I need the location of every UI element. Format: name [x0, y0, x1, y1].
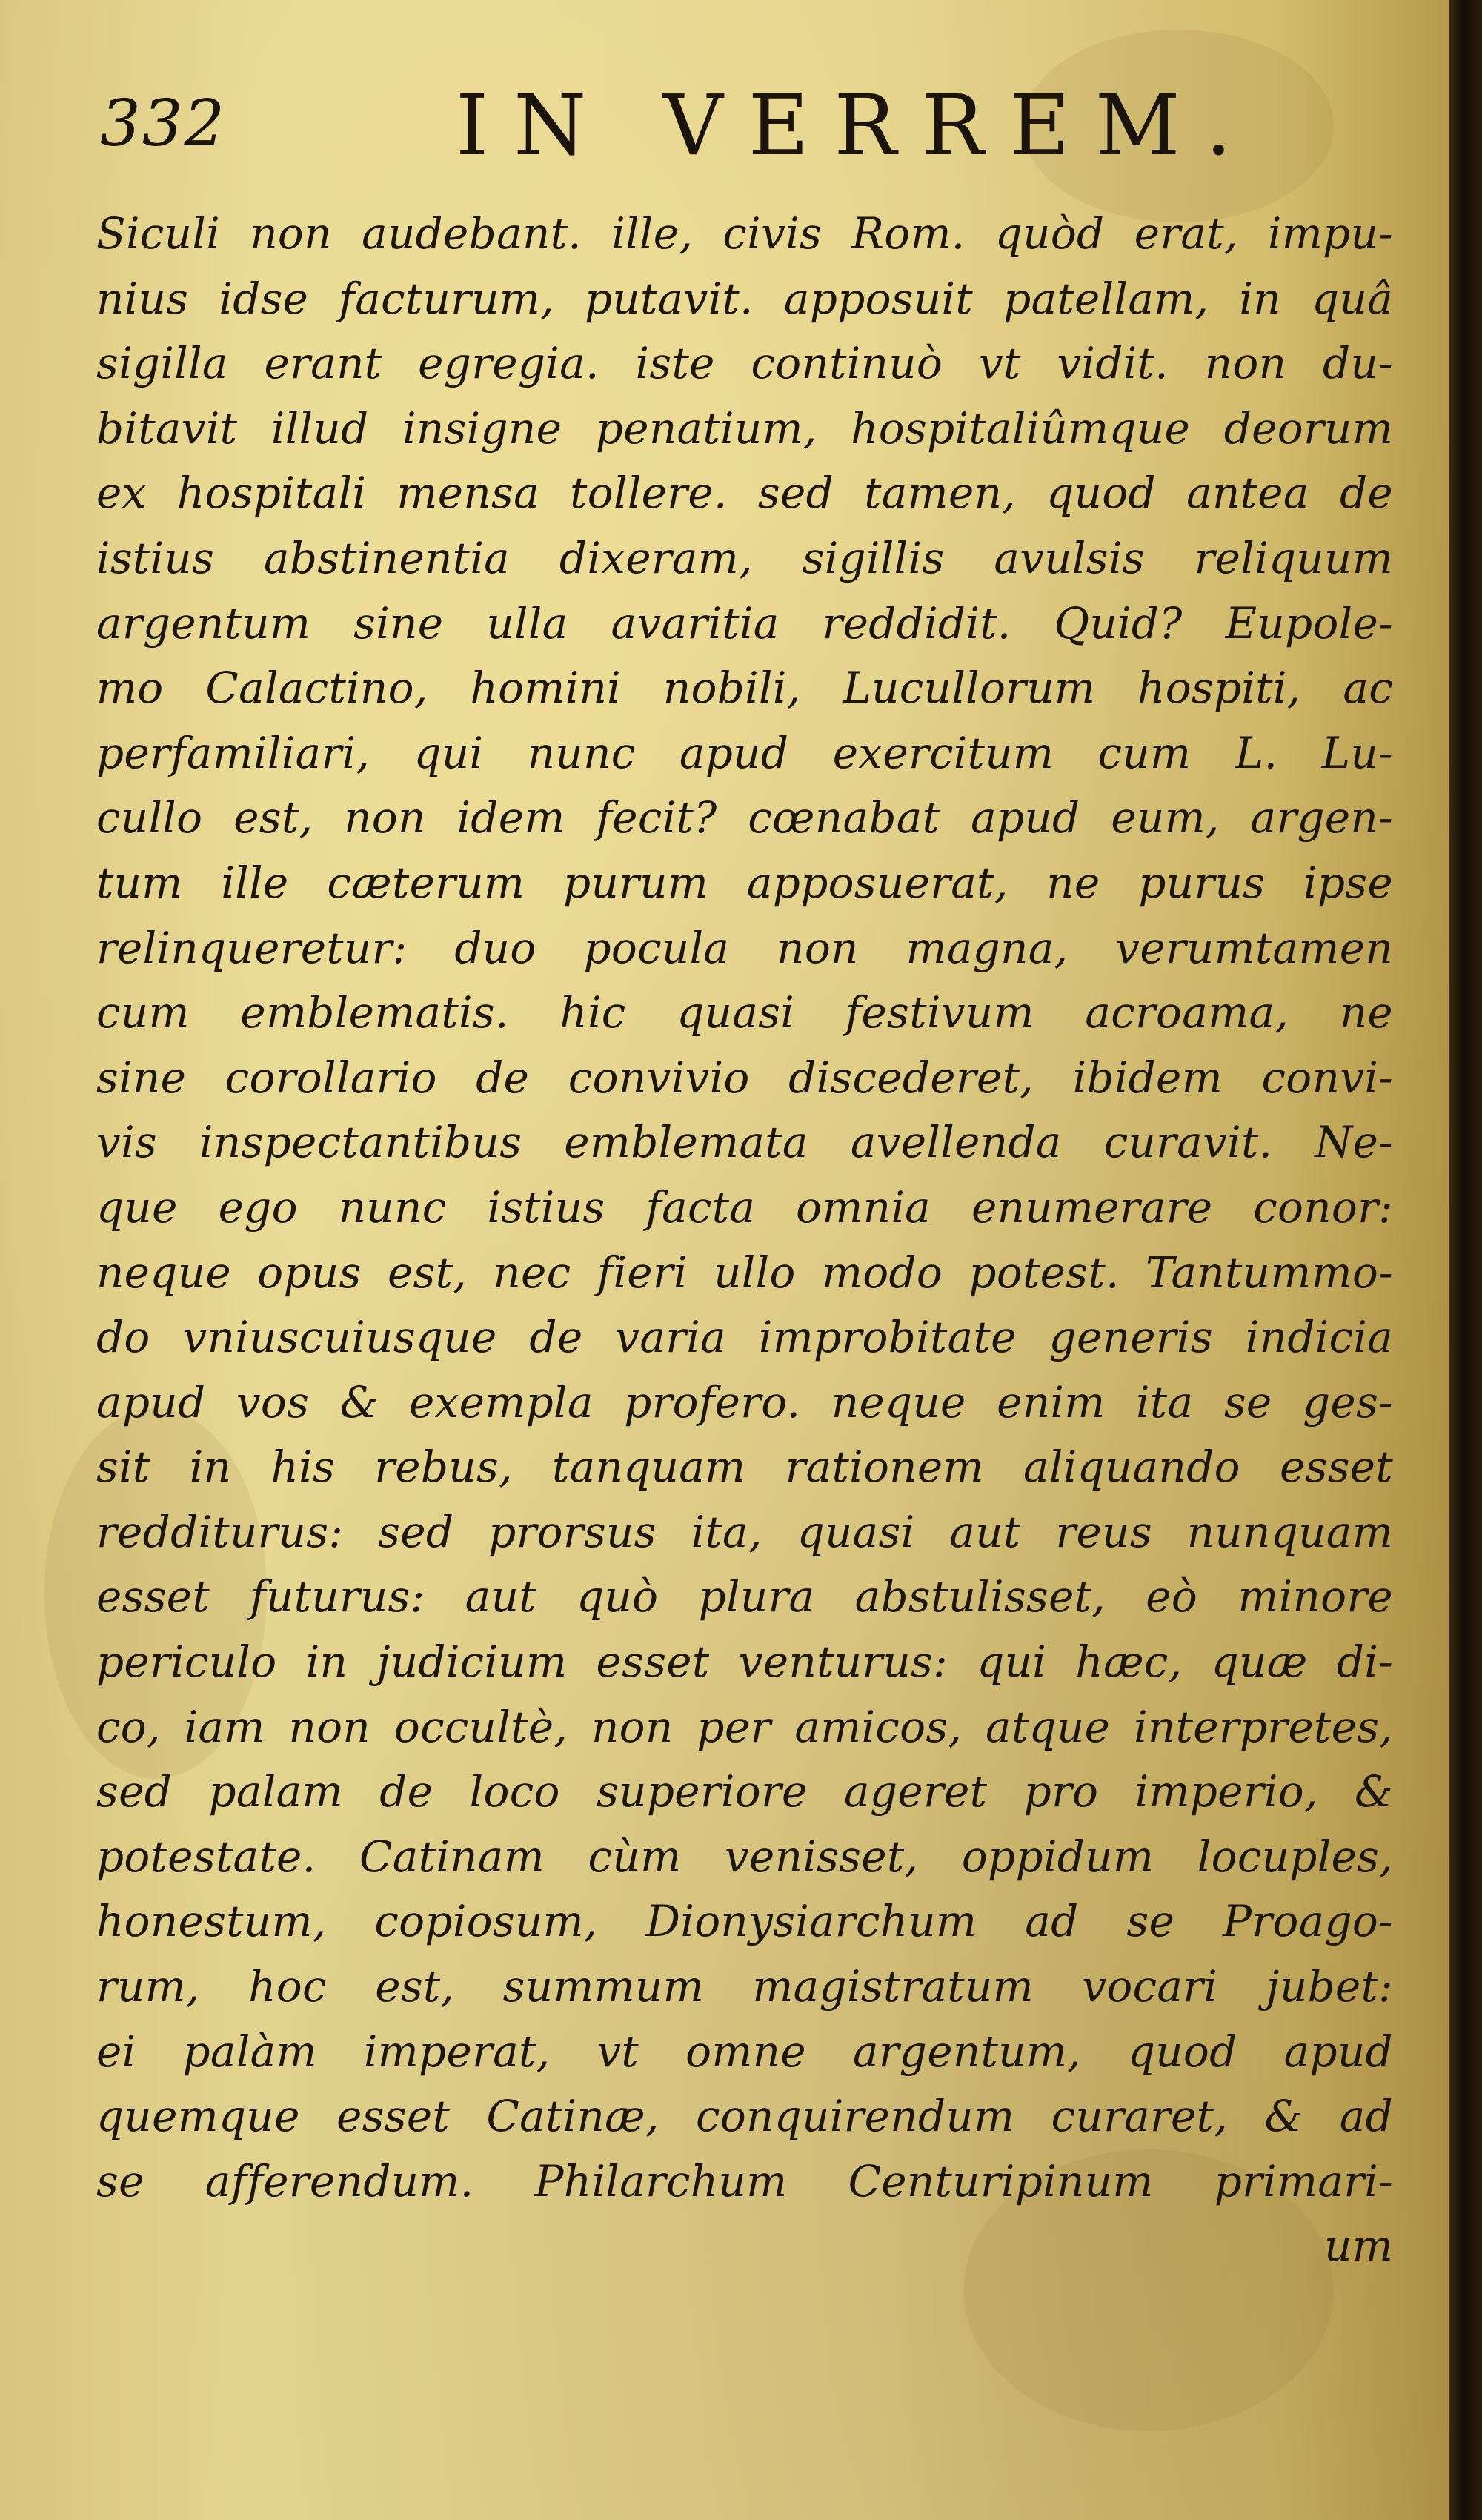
text-line: perfamiliari, qui nunc apud exercitum cum L. Lu- [96, 727, 1393, 778]
text-line: Siculi non audebant. ille, civis Rom. quòd erat, impu- [96, 208, 1393, 259]
text-line: co, iam non occultè, non per amicos, atque interpretes, [96, 1701, 1393, 1752]
text-line: redditurus: sed prorsus ita, quasi aut reus nunquam [96, 1506, 1393, 1557]
body-text [96, 202, 1393, 2279]
text-line: que ego nunc istius facta omnia enumerare conor: [96, 1181, 1393, 1233]
text-line: ei palàm imperat, vt omne argentum, quod apud [96, 2026, 1393, 2077]
text-line: esset futurus: aut quò plura abstulisset, eò minore [96, 1571, 1393, 1622]
text-line: rum, hoc est, summum magistratum vocari jubet: [96, 1961, 1393, 2012]
text-line: sed palam de loco superiore ageret pro imperio, & [96, 1766, 1393, 1817]
text-line: do vniuscuiusque de varia improbitate generis indicia [96, 1312, 1393, 1363]
page-number: 332 [100, 87, 227, 161]
book-gutter [1449, 0, 1482, 2520]
text-line: relinqueretur: duo pocula non magna, verumtamen [96, 922, 1393, 973]
text-line: argentum sine ulla avaritia reddidit. Quid? Eupole- [96, 597, 1393, 649]
running-title: IN VERREM. [456, 78, 1257, 174]
catchword: um [1324, 2221, 1393, 2272]
text-line: cum emblematis. hic quasi festivum acroama, ne [96, 987, 1393, 1038]
text-line: se afferendum. Philarchum Centuripinum primari- [96, 2155, 1393, 2206]
text-line: quemque esset Catinæ, conquirendum curaret, & ad [96, 2091, 1393, 2142]
text-line: honestum, copiosum, Dionysiarchum ad se Proago- [96, 1896, 1393, 1947]
text-line: sine corollario de convivio discederet, ibidem convi- [96, 1052, 1393, 1103]
text-line: nius idse facturum, putavit. apposuit patellam, in quâ [96, 273, 1393, 324]
text-line: potestate. Catinam cùm venisset, oppidum locuples, [96, 1831, 1393, 1882]
text-line: vis inspectantibus emblemata avellenda curavit. Ne- [96, 1117, 1393, 1168]
text-line: istius abstinentia dixeram, sigillis avulsis reliquum [96, 532, 1393, 583]
text-line: mo Calactino, homini nobili, Lucullorum hospiti, ac [96, 663, 1393, 714]
text-line: sigilla erant egregia. iste continuò vt vidit. non du- [96, 338, 1393, 389]
text-line: periculo in judicium esset venturus: qui hæc, quæ di- [96, 1637, 1393, 1688]
text-line: bitavit illud insigne penatium, hospitaliûmque deorum [96, 402, 1393, 454]
text-line: apud vos & exempla profero. neque enim ita se ges- [96, 1376, 1393, 1428]
text-line: ex hospitali mensa tollere. sed tamen, quod antea de [96, 468, 1393, 519]
text-line: sit in his rebus, tanquam rationem aliquando esset [96, 1442, 1393, 1493]
page-header [100, 78, 1404, 174]
text-line: tum ille cæterum purum apposuerat, ne purus ipse [96, 857, 1393, 908]
text-line: neque opus est, nec fieri ullo modo potest. Tantummo- [96, 1247, 1393, 1298]
text-line: cullo est, non idem fecit? cœnabat apud eum, argen- [96, 792, 1393, 843]
